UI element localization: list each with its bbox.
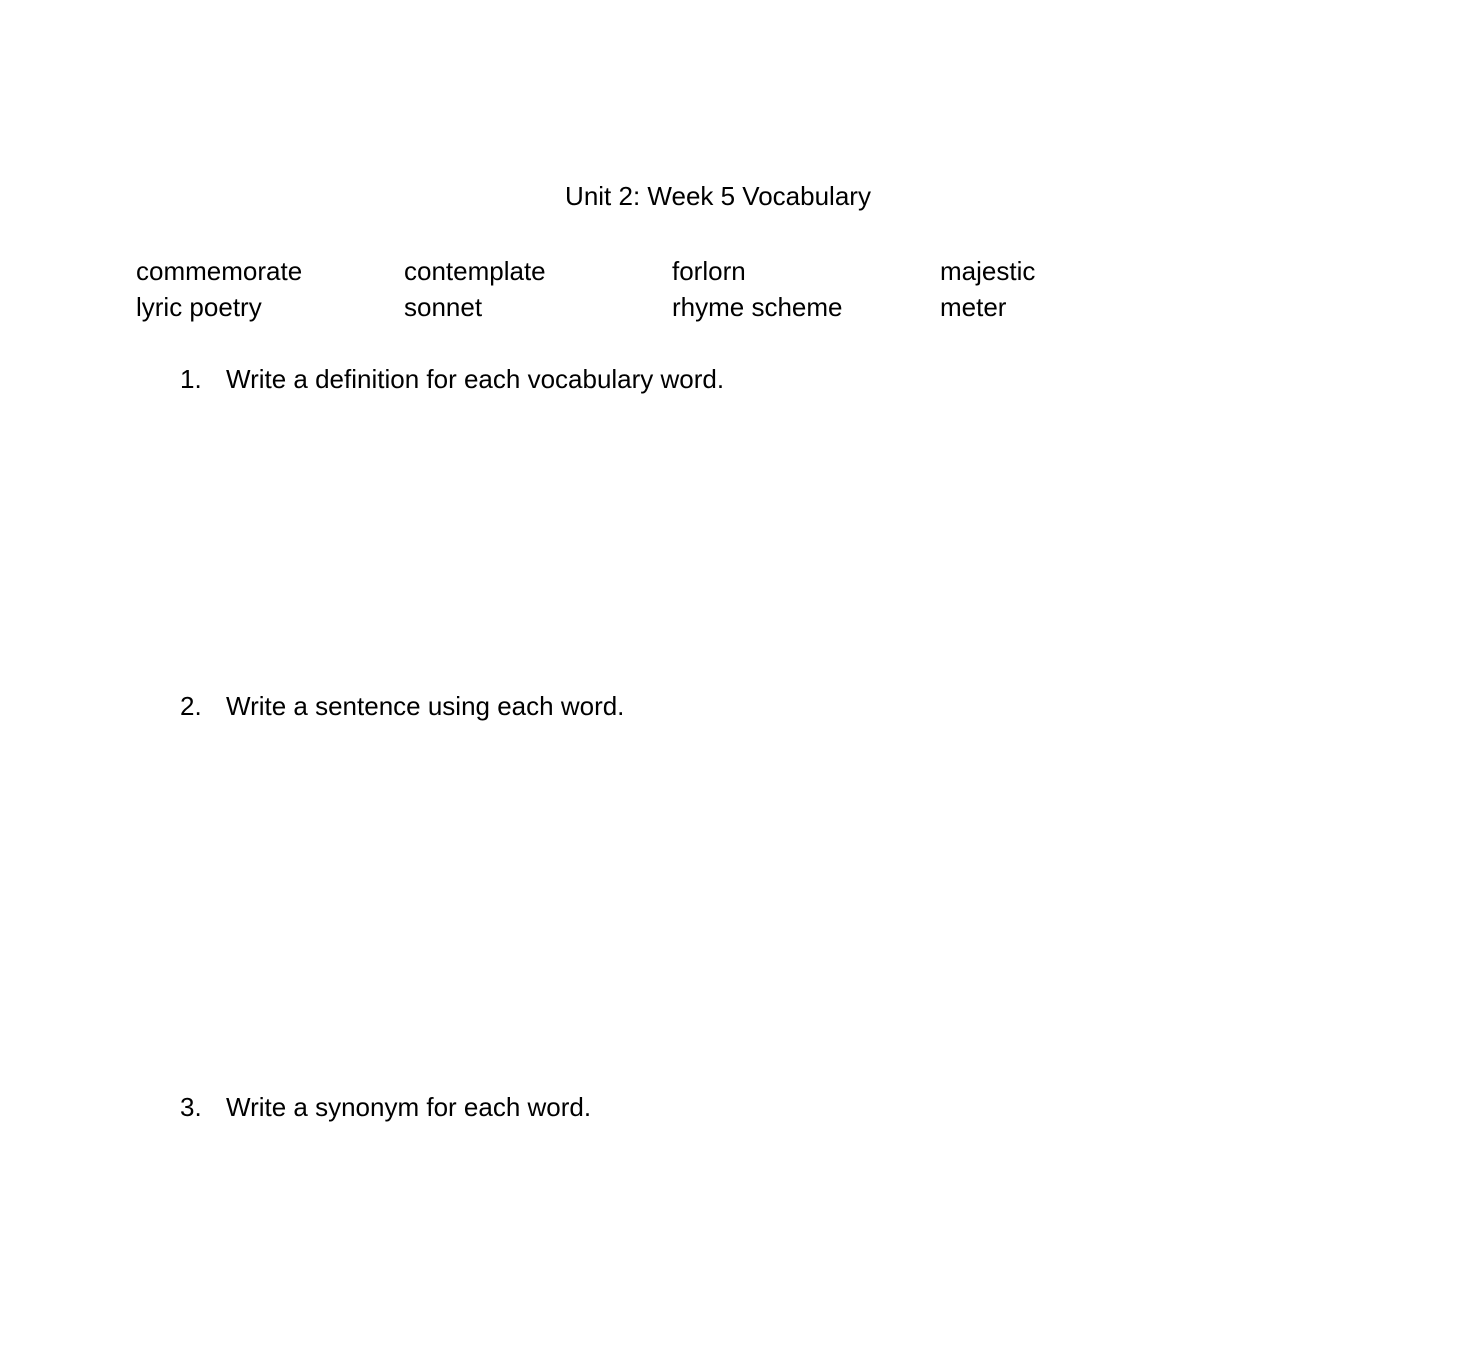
page-title: Unit 2: Week 5 Vocabulary <box>565 181 871 211</box>
vocabulary-list <box>136 253 1208 325</box>
vocabulary-row <box>136 289 1208 325</box>
vocabulary-word: forlorn <box>672 256 746 286</box>
task-item <box>180 363 724 395</box>
task-item <box>180 1091 591 1123</box>
vocabulary-row <box>136 253 1208 289</box>
vocabulary-word: contemplate <box>404 256 546 286</box>
task-text: Write a synonym for each word. <box>226 1092 592 1122</box>
vocabulary-word: lyric poetry <box>136 292 262 322</box>
task-number: 1. <box>180 364 202 394</box>
task-number: 3. <box>180 1092 202 1122</box>
task-number: 2. <box>180 691 202 721</box>
task-text: Write a definition for each vocabulary word. <box>226 364 725 394</box>
task-item <box>180 690 624 722</box>
vocabulary-word: rhyme scheme <box>672 292 843 322</box>
task-text: Write a sentence using each word. <box>226 691 625 721</box>
vocabulary-word: majestic <box>940 256 1036 286</box>
vocabulary-word: sonnet <box>404 292 483 322</box>
vocabulary-word: meter <box>940 292 1007 322</box>
vocabulary-word: commemorate <box>136 256 303 286</box>
